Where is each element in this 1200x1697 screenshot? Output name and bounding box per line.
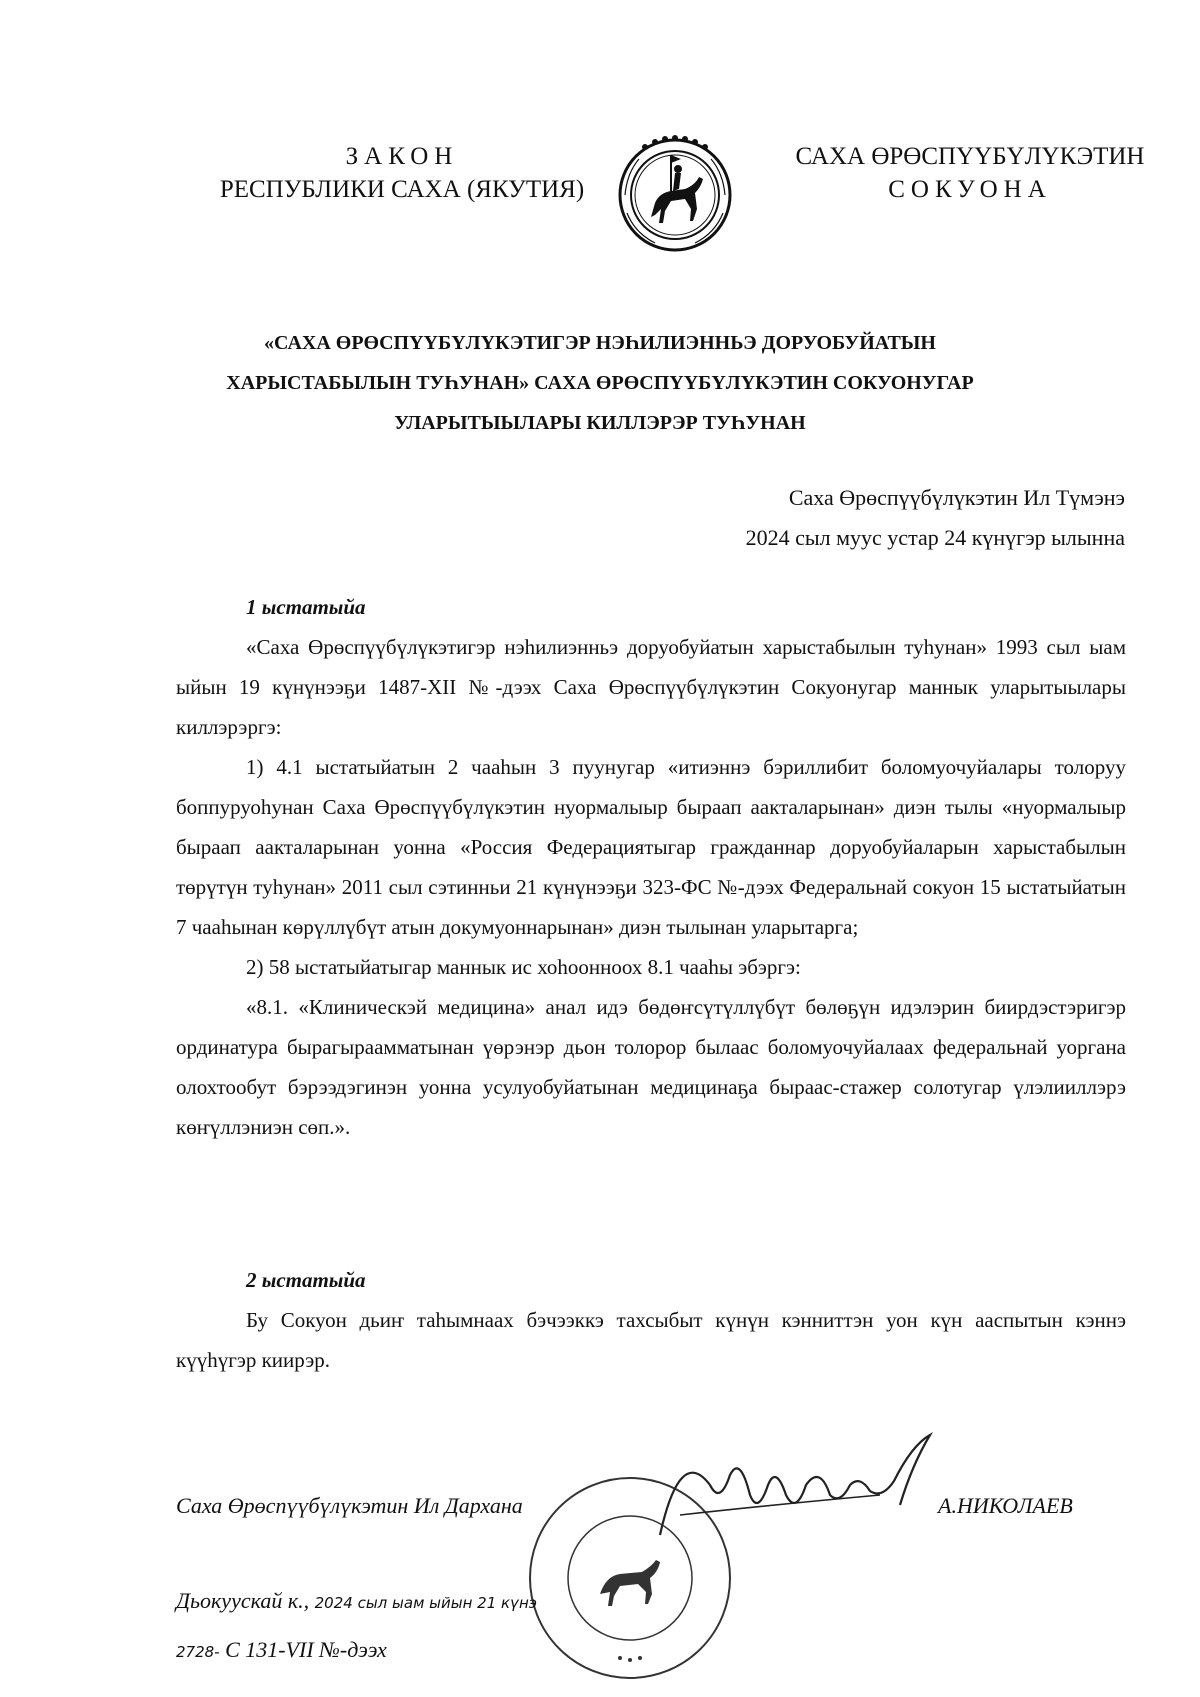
article-1 <box>176 587 1126 1147</box>
header-left <box>212 140 592 206</box>
header-right-line2: СОКУОНА <box>888 176 1052 203</box>
header-right <box>780 140 1160 206</box>
article-2-heading: 2 ыстатыйа <box>246 1268 366 1292</box>
article-2-text: Бу Сокуон дьиҥ таһымнаах бэчээккэ тахсыбыт күнүн кэнниттэн уон күн ааспытын кэннэ күүһүгэр киирэр. <box>176 1308 1126 1372</box>
article-1-item-2-text: «8.1. «Клиническэй медицина» анал идэ бөдөҥсүтүллүбүт бөлөҕүн идэлэрин биирдэстэригэр ординатура бырагыраамматынан үөрэнэр дьон толорор былаас боломуочуйалаах федеральнай уоргана олохтообут бэрээдэгинэн уонна усулуобуйатынан медицинаҕа быраас-стажер солотугар үлэлииллэрэ көҥүллэниэн сөп.». <box>176 995 1126 1139</box>
title-line3: УЛАРЫТЫЫЛАРЫ КИЛЛЭРЭР ТУҺУНАН <box>394 412 806 434</box>
adoption-body: Саха Өрөспүүбүлүкэтин Ил Түмэнэ <box>788 485 1125 510</box>
signature-icon <box>650 1425 940 1545</box>
article-1-item-1: 1) 4.1 ыстатыйатын 2 чааһын 3 пуунугар «итиэннэ бэриллибит боломуочуйалары толоруу боппуруоһунан Саха Өрөспүүбүлүкэтин нуормалыыр быраап аакталарынан» диэн тылы «нуормалыыр быраап аакталарынан уонна «Россия Федерациятыгар гражданнар доруобуйаларын харыстабылын төрүтүн туһунан» 2011 сыл сэтинньи 21 күнүнээҕи 323-ФС №-дээх Федеральнай сокуон 15 ыстатыйатын 7 чааһынан көрүллүбүт атын докумуоннарынан» диэн тылынан уларытарга; <box>176 755 1126 939</box>
handwritten-date: 2024 сыл ыам ыйын 21 күнэ <box>314 1594 537 1612</box>
handwritten-number: 2728- <box>176 1643 220 1661</box>
law-number-text: С 131-VII №-дээх <box>225 1637 387 1662</box>
adoption-info <box>746 478 1125 558</box>
republic-emblem-icon <box>615 133 735 253</box>
header-left-line1: ЗАКОН <box>345 143 459 170</box>
title-line2: ХАРЫСТАБЫЛЫН ТУҺУНАН» САХА ӨРӨСПҮҮБҮЛҮКЭТИН СОКУОНУГАР <box>226 372 974 394</box>
signer-name: А.НИКОЛАЕВ <box>938 1493 1073 1518</box>
article-2 <box>176 1260 1126 1380</box>
law-number <box>176 1637 387 1663</box>
title-line1: «САХА ӨРӨСПҮҮБҮЛҮКЭТИГЭР НЭҺИЛИЭННЬЭ ДОРУОБУЙАТЫН <box>264 332 936 354</box>
article-1-item-2: 2) 58 ыстатыйатыгар маннык ис хоһоонноох 8.1 чааһы эбэргэ: <box>246 955 801 979</box>
article-1-heading: 1 ыстатыйа <box>246 595 366 619</box>
adoption-date: 2024 сыл муус устар 24 күнүгэр ылынна <box>745 525 1125 550</box>
signer-position: Саха Өрөспүүбүлүкэтин Ил Дархана <box>176 1493 523 1518</box>
signing-city: Дьокуускай к., <box>176 1588 310 1613</box>
header-left-line2: РЕСПУБЛИКИ САХА (ЯКУТИЯ) <box>219 176 585 203</box>
header-right-line1: САХА ӨРӨСПҮҮБҮЛҮКЭТИН <box>795 143 1145 170</box>
article-1-intro: «Саха Өрөспүүбүлүкэтигэр нэһилиэнньэ доруобуйатын харыстабылын туһунан» 1993 сыл ыам ыйын 19 күнүнээҕи 1487-XII №-дээх Саха Өрөспүүбүлүкэтин Сокуонугар маннык уларытыылары киллэрэргэ: <box>176 635 1126 739</box>
document-title <box>170 323 1030 443</box>
signing-place-date <box>176 1588 537 1614</box>
